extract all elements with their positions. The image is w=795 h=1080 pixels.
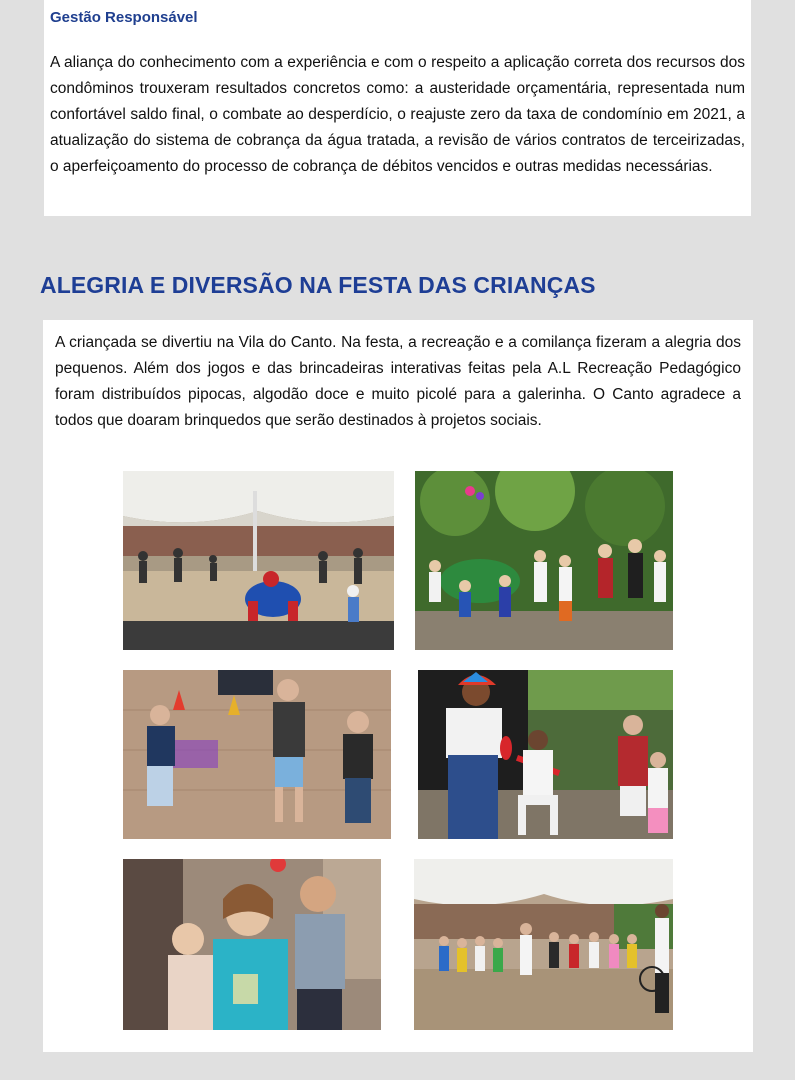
photo-balloon-artist <box>418 670 673 839</box>
gestao-heading: Gestão Responsável <box>50 9 198 26</box>
gestao-body: A aliança do conhecimento com a experiência e com o respeito a aplicação correta dos recursos dos condôminos trouxeram resultados concretos como: a austeridade orçamentária, representada num confortável saldo final, o combate ao desperdício, o reajuste zero da taxa de condomínio em 2021, a atualização do sistema de cobrança da água tratada, a revisão de vários contratos de terceirizadas, o aperfeiçoamento do processo de cobrança de débitos vencidos e outras medidas necessárias. <box>50 54 745 175</box>
festa-body: A criançada se divertiu na Vila do Canto. Na festa, a recreação e a comilança fizeram a alegria dos pequenos. Além dos jogos e das brincadeiras interativas feitas pela A.L Recreação Pedagógico foram distribuídos pipocas, algodão doce e muito picolé para a galerinha. O Canto agradece a todos que doaram brinquedos que serão destinados à projetos sociais. <box>55 334 741 429</box>
photo-garden-children-group <box>415 471 673 650</box>
festa-title: ALEGRIA E DIVERSÃO NA FESTA DAS CRIANÇAS <box>40 272 596 298</box>
photo-children-line-tent <box>414 859 673 1030</box>
photo-mother-with-children <box>123 859 381 1030</box>
photo-kids-on-patio <box>123 670 391 839</box>
photo-tent-hall-spiderman <box>123 471 394 650</box>
gestao-card <box>44 0 751 216</box>
